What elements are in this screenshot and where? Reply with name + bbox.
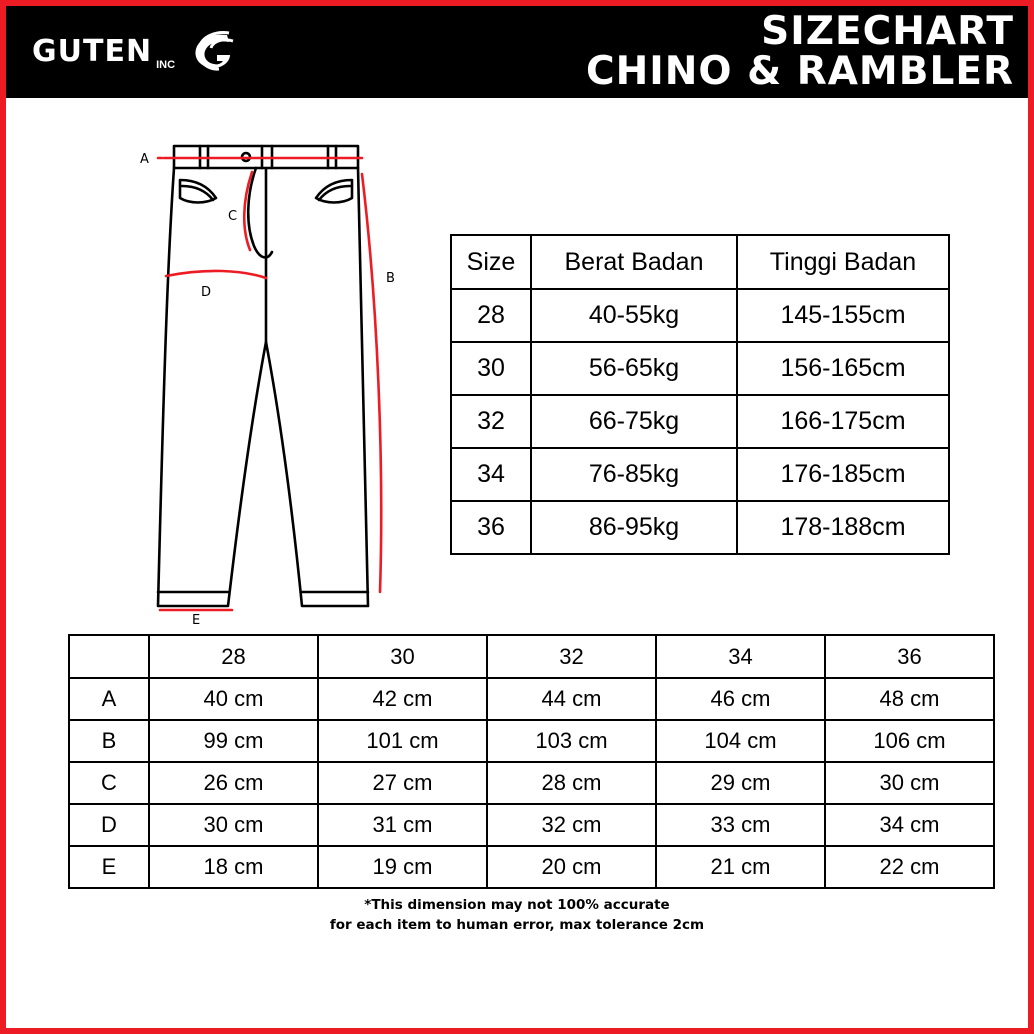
cell-measure: 104 cm: [656, 720, 825, 762]
diagram-label-d: D: [201, 285, 212, 300]
cell-weight: 76-85kg: [531, 448, 737, 501]
cell-weight: 56-65kg: [531, 342, 737, 395]
diagram-label-c: C: [228, 209, 238, 224]
disclaimer-line-2: for each item to human error, max tolerance 2cm: [329, 916, 705, 933]
cell-measure: 48 cm: [825, 678, 994, 720]
cell-measure: 46 cm: [656, 678, 825, 720]
pants-measurement-diagram: [96, 106, 416, 626]
table-row: [451, 342, 949, 395]
diagram-label-a: A: [140, 152, 149, 167]
row-label-b: B: [69, 720, 149, 762]
page-header: [6, 6, 1028, 98]
column-header-34: 34: [656, 635, 825, 678]
cell-measure: 34 cm: [825, 804, 994, 846]
cell-measure: 22 cm: [825, 846, 994, 888]
row-label-e: E: [69, 846, 149, 888]
table-header-row: [69, 635, 994, 678]
cell-measure: 30 cm: [149, 804, 318, 846]
table-row: [69, 762, 994, 804]
cell-measure: 28 cm: [487, 762, 656, 804]
cell-height: 166-175cm: [737, 395, 949, 448]
column-header-32: 32: [487, 635, 656, 678]
cell-measure: 33 cm: [656, 804, 825, 846]
table-row: [69, 846, 994, 888]
column-header-size: Size: [451, 235, 531, 289]
brand-logo: [32, 31, 235, 73]
table-row: [69, 720, 994, 762]
cell-measure: 26 cm: [149, 762, 318, 804]
cell-measure: 20 cm: [487, 846, 656, 888]
cell-weight: 86-95kg: [531, 501, 737, 554]
brand-name: GUTEN: [32, 34, 153, 69]
cell-measure: 32 cm: [487, 804, 656, 846]
title-line-2: CHINO & RAMBLER: [585, 49, 1014, 94]
table-header-row: [451, 235, 949, 289]
cell-size: 34: [451, 448, 531, 501]
column-header-height: Tinggi Badan: [737, 235, 949, 289]
table-row: [69, 804, 994, 846]
table-row: [69, 678, 994, 720]
row-label-d: D: [69, 804, 149, 846]
column-header-30: 30: [318, 635, 487, 678]
diagram-label-e: E: [192, 613, 201, 626]
brand-suffix: INC: [156, 59, 176, 71]
cell-measure: 18 cm: [149, 846, 318, 888]
column-header-36: 36: [825, 635, 994, 678]
disclaimer-line-1: *This dimension may not 100% accurate: [364, 897, 670, 913]
title-line-1: SIZECHART: [761, 9, 1014, 55]
table-row: [451, 448, 949, 501]
cell-height: 178-188cm: [737, 501, 949, 554]
cell-measure: 101 cm: [318, 720, 487, 762]
cell-height: 145-155cm: [737, 289, 949, 342]
row-label-a: A: [69, 678, 149, 720]
cell-measure: 21 cm: [656, 846, 825, 888]
cell-measure: 42 cm: [318, 678, 487, 720]
cell-size: 32: [451, 395, 531, 448]
row-label-c: C: [69, 762, 149, 804]
table-row: [451, 501, 949, 554]
column-header-weight: Berat Badan: [531, 235, 737, 289]
measurement-table: [68, 634, 995, 889]
cell-measure: 29 cm: [656, 762, 825, 804]
table-row: [451, 395, 949, 448]
cell-measure: 19 cm: [318, 846, 487, 888]
cell-measure: 40 cm: [149, 678, 318, 720]
cell-weight: 40-55kg: [531, 289, 737, 342]
diagram-label-b: B: [386, 271, 395, 286]
column-header-blank: [69, 635, 149, 678]
cell-measure: 27 cm: [318, 762, 487, 804]
body-size-table: [450, 234, 950, 555]
cell-weight: 66-75kg: [531, 395, 737, 448]
cell-measure: 44 cm: [487, 678, 656, 720]
table-row: [451, 289, 949, 342]
cell-measure: 103 cm: [487, 720, 656, 762]
guten-swirl-logo-icon: [183, 31, 235, 73]
cell-measure: 31 cm: [318, 804, 487, 846]
cell-size: 36: [451, 501, 531, 554]
cell-measure: 106 cm: [825, 720, 994, 762]
cell-height: 176-185cm: [737, 448, 949, 501]
page-title: [585, 9, 1014, 94]
column-header-28: 28: [149, 635, 318, 678]
cell-height: 156-165cm: [737, 342, 949, 395]
cell-measure: 99 cm: [149, 720, 318, 762]
cell-size: 30: [451, 342, 531, 395]
cell-size: 28: [451, 289, 531, 342]
disclaimer-note: [6, 896, 1028, 935]
cell-measure: 30 cm: [825, 762, 994, 804]
